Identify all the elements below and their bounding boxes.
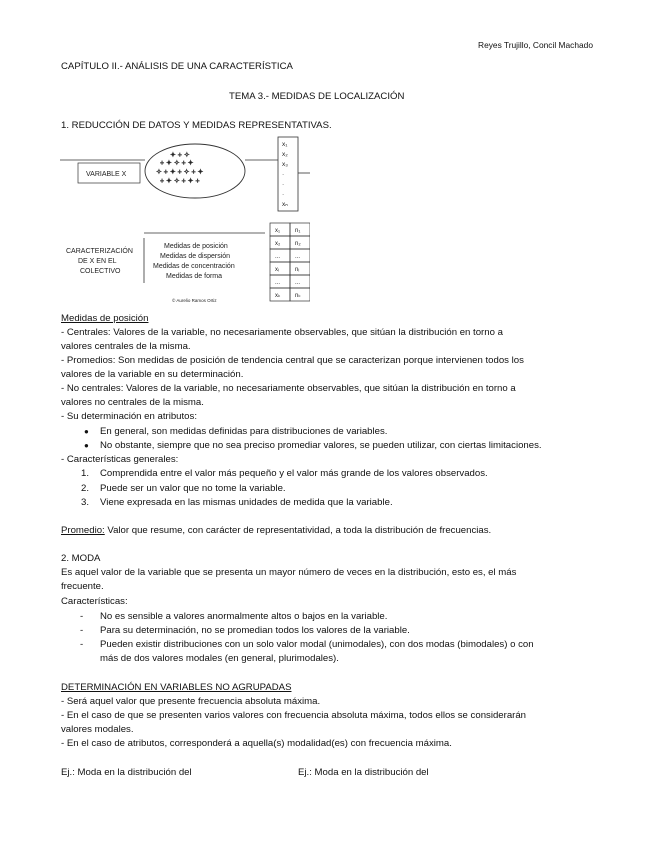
x-value: · xyxy=(282,191,285,198)
freq-table-cell xyxy=(290,262,310,275)
promedio-label: Promedio: xyxy=(61,525,105,536)
x-value: xₙ xyxy=(282,201,288,208)
freq-table-value: nᵢ xyxy=(295,267,300,273)
text-line: - No centrales: Valores de la variable, no necesariamente observables, que sitúan la distribución en torno a xyxy=(61,383,516,394)
svg-text:+ ✦ ✧ + ✦: + ✦ ✧ + ✦ xyxy=(160,160,194,167)
dash-marker: - xyxy=(80,625,84,636)
moda-title: 2. MODA xyxy=(61,553,101,564)
freq-table-value: n₁ xyxy=(295,228,301,234)
freq-table-value: x₁ xyxy=(275,228,281,234)
x-value: x₃ xyxy=(282,161,288,168)
freq-table-value: nₖ xyxy=(295,293,301,299)
variable-label: VARIABLE X xyxy=(86,171,127,178)
moda-char-item: No es sensible a valores anormalmente altos o bajos en la variable. xyxy=(100,611,388,622)
position-measures-heading: Medidas de posición xyxy=(61,313,149,324)
moda-char-item: más de dos valores modales (en general, plurimodales). xyxy=(100,653,339,664)
text-line: - En el caso de que se presenten varios valores con frecuencia absoluta máxima, todos ellos se considerarán xyxy=(61,710,527,721)
x-value: · xyxy=(282,181,285,188)
dash-marker: - xyxy=(80,639,84,650)
topic-title: TEMA 3.- MEDIDAS DE LOCALIZACIÓN xyxy=(229,91,405,102)
text-line: valores modales. xyxy=(61,724,134,735)
promedio-text: Valor que resume, con carácter de representatividad, a toda la distribución de frecuencias. xyxy=(104,525,492,536)
freq-table-value: ... xyxy=(275,254,281,260)
freq-table-value: ... xyxy=(275,280,281,286)
svg-text:+ ✦ ✧ + ✦ +: + ✦ ✧ + ✦ + xyxy=(160,178,200,185)
characterization-label-2: DE X EN EL xyxy=(78,258,117,265)
measure-dispersion: Medidas de dispersión xyxy=(160,253,231,260)
list-number: 1. xyxy=(81,468,90,479)
measure-position: Medidas de posición xyxy=(164,243,228,250)
measure-concentration: Medidas de concentración xyxy=(153,263,235,270)
text-line: - Será aquel valor que presente frecuencia absoluta máxima. xyxy=(61,696,321,707)
svg-text:✦ + ✧: ✦ + ✧ xyxy=(170,152,190,159)
svg-text:✧ + ✦ + ✧ + ✦: ✧ + ✦ + ✧ + ✦ xyxy=(156,169,204,176)
moda-char-item: Para su determinación, no se promedian todos los valores de la variable. xyxy=(100,625,410,636)
general-item: Comprendida entre el valor más pequeño y el valor más grande de los valores observados. xyxy=(100,468,488,479)
moda-char-item: Pueden existir distribuciones con un solo valor modal (unimodales), con dos modas (bimodales) o con xyxy=(100,639,534,650)
chapter-title: CAPÍTULO II.- ANÁLISIS DE UNA CARACTERÍSTICA xyxy=(61,61,293,72)
attribute-bullet: No obstante, siempre que no sea preciso promediar valores, se pueden utilizar, con ciertas limitaciones. xyxy=(100,440,542,451)
freq-table-value: n₂ xyxy=(295,241,301,247)
general-item: Puede ser un valor que no tome la variable. xyxy=(100,483,286,494)
bullet-icon: ● xyxy=(84,427,89,436)
attribute-bullet: En general, son medidas definidas para distribuciones de variables. xyxy=(100,426,388,437)
text-line: - Promedios: Son medidas de posición de tendencia central que se caracterizan porque intervienen todos los xyxy=(61,355,524,366)
frequency-table xyxy=(270,223,310,301)
diagram-credit: © Aurelio Ramos Ortiz xyxy=(172,298,217,303)
x-value: x₁ xyxy=(282,141,288,148)
freq-table-cell xyxy=(270,262,290,275)
freq-table-value: xₖ xyxy=(275,293,281,299)
text-line: valores centrales de la misma. xyxy=(61,341,191,352)
general-heading: - Características generales: xyxy=(61,454,179,465)
freq-table-value: x₂ xyxy=(275,241,281,247)
text-line: - En el caso de atributos, corresponderá a aquella(s) modalidad(es) con frecuencia máxima. xyxy=(61,738,452,749)
list-number: 2. xyxy=(81,483,90,494)
x-value: · xyxy=(282,171,285,178)
freq-table-value: xᵢ xyxy=(275,267,279,273)
text-line: valores de la variable en su determinación. xyxy=(61,369,244,380)
measure-shape: Medidas de forma xyxy=(166,273,223,280)
freq-table-value: ... xyxy=(295,254,301,260)
freq-table-value: ... xyxy=(295,280,301,286)
dash-marker: - xyxy=(80,611,84,622)
list-number: 3. xyxy=(81,497,90,508)
characterization-label-1: CARACTERIZACIÓN xyxy=(66,248,133,255)
page-header-authors: Reyes Trujillo, Concil Machado xyxy=(478,40,593,50)
text-line: - Centrales: Valores de la variable, no necesariamente observables, que sitúan la distribución en torno a xyxy=(61,327,503,338)
characterization-label-3: COLECTIVO xyxy=(80,268,121,275)
x-value: x₂ xyxy=(282,151,288,158)
text-line: valores no centrales de la misma. xyxy=(61,397,204,408)
x-values-column xyxy=(278,137,298,211)
population-points xyxy=(156,151,204,185)
text-line: frecuente. xyxy=(61,581,104,592)
promedio-paragraph xyxy=(61,525,491,536)
text-line: - Su determinación en atributos: xyxy=(61,411,197,422)
data-reduction-diagram xyxy=(60,133,310,308)
example-left: Ej.: Moda en la distribución del xyxy=(61,767,192,778)
bullet-icon: ● xyxy=(84,441,89,450)
text-line: Es aquel valor de la variable que se presenta un mayor número de veces en la distribución, esto es, el más xyxy=(61,567,517,578)
general-item: Viene expresada en las mismas unidades de medida que la variable. xyxy=(100,497,393,508)
ungrouped-heading: DETERMINACIÓN EN VARIABLES NO AGRUPADAS xyxy=(61,682,292,693)
section1-title: 1. REDUCCIÓN DE DATOS Y MEDIDAS REPRESENTATIVAS. xyxy=(61,120,332,131)
moda-char-heading: Características: xyxy=(61,596,128,607)
example-right: Ej.: Moda en la distribución del xyxy=(298,767,429,778)
